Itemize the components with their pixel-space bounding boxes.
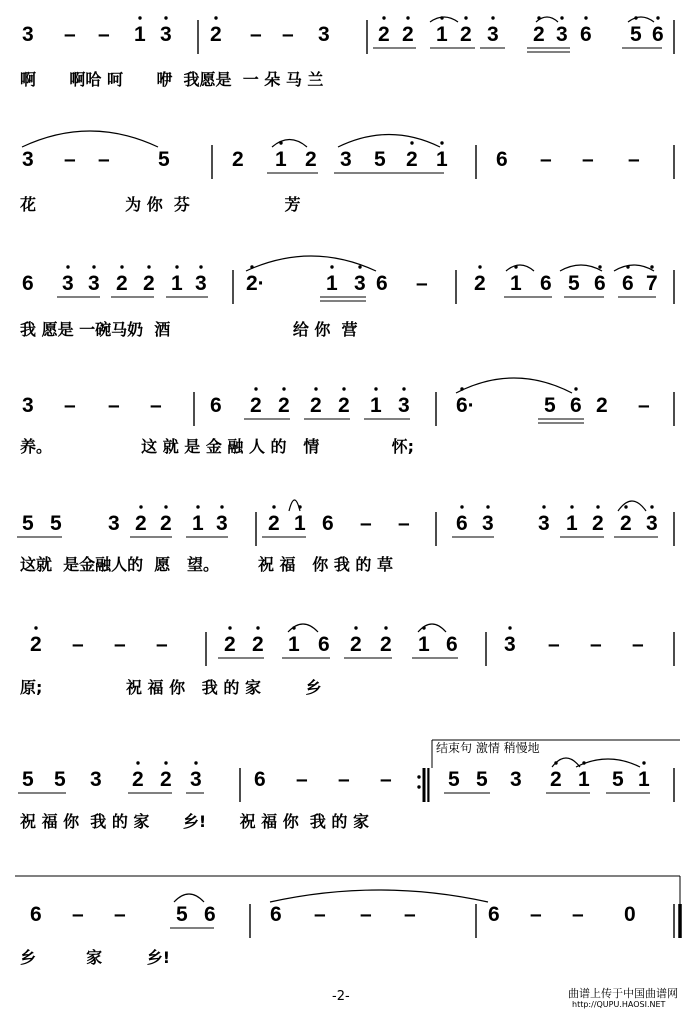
octave-dot (417, 785, 420, 788)
lyric-line: 花 为 你 芬 芳 (20, 195, 301, 214)
octave-dot (382, 16, 385, 19)
octave-dot (384, 626, 387, 629)
note: – (398, 512, 410, 535)
note: – (540, 148, 552, 171)
octave-dot (584, 16, 587, 19)
note: 2 (252, 633, 264, 656)
octave-dot (358, 265, 361, 268)
slur (22, 131, 158, 147)
octave-dot (139, 505, 142, 508)
note: 1 (510, 272, 522, 295)
note: 2 (160, 512, 172, 535)
slur (272, 140, 307, 148)
octave-dot (314, 387, 317, 390)
note: 3 (487, 23, 499, 46)
octave-dot (342, 387, 345, 390)
note: 6 (22, 272, 34, 295)
octave-dot (136, 761, 139, 764)
note: 2 (135, 512, 147, 535)
note: – (360, 903, 372, 926)
note: 6 (376, 272, 388, 295)
octave-dot (624, 505, 627, 508)
slur (576, 759, 640, 767)
octave-dot (642, 761, 645, 764)
octave-dot (464, 16, 467, 19)
note: 6 (204, 903, 216, 926)
note: 5 (158, 148, 170, 171)
slur (270, 890, 488, 902)
octave-dot (422, 626, 425, 629)
note: 6 (30, 903, 42, 926)
note: 1 (638, 768, 650, 791)
note: 3 (538, 512, 550, 535)
note: 6 (254, 768, 266, 791)
octave-dot (164, 505, 167, 508)
note: 6 (580, 23, 592, 46)
note: 7 (646, 272, 658, 295)
octave-dot (354, 626, 357, 629)
note: – (98, 23, 110, 46)
octave-dot (440, 141, 443, 144)
note: 1 (370, 394, 382, 417)
note: 1 (436, 148, 448, 171)
note: 3 (340, 148, 352, 171)
note: – (98, 148, 110, 171)
note: 6 (322, 512, 334, 535)
octave-dot (574, 387, 577, 390)
lyric-line: 啊 啊哈 呵 咿 我愿是 一 朵 马 兰 (20, 70, 324, 89)
note: 2 (378, 23, 390, 46)
note: 1 (566, 512, 578, 535)
lyric-line: 祝 福 你 我 的 家 乡! 祝 福 你 我 的 家 (20, 812, 369, 831)
note: 2 (116, 272, 128, 295)
note: – (64, 394, 76, 417)
note: – (296, 768, 308, 791)
note: 2 (380, 633, 392, 656)
octave-dot (330, 265, 333, 268)
octave-dot (214, 16, 217, 19)
note: 0 (624, 903, 636, 926)
note: 6 (496, 148, 508, 171)
note: 2 (224, 633, 236, 656)
note: 3 (62, 272, 74, 295)
note: – (590, 633, 602, 656)
note: 1 (171, 272, 183, 295)
note: 6 (456, 512, 468, 535)
slur (174, 894, 204, 902)
note: 2 (402, 23, 414, 46)
note: 1 (436, 23, 448, 46)
page-number: -2- (332, 989, 350, 1004)
octave-dot (199, 265, 202, 268)
note: – (548, 633, 560, 656)
slur (430, 17, 458, 22)
note: 2 (550, 768, 562, 791)
octave-dot (298, 505, 301, 508)
note: 2 (310, 394, 322, 417)
octave-dot (254, 387, 257, 390)
note: 3 (504, 633, 516, 656)
note: 6 (594, 272, 606, 295)
octave-dot (220, 505, 223, 508)
note: 3 (482, 512, 494, 535)
note: 2 (232, 148, 244, 171)
coda-bracket-label: 结束句 激情 稍慢地 (436, 741, 540, 755)
note: 5 (476, 768, 488, 791)
note: 6 (446, 633, 458, 656)
note: 5 (568, 272, 580, 295)
note: 2 (305, 148, 317, 171)
note: 5 (448, 768, 460, 791)
note: 2 (533, 23, 545, 46)
note: 1 (294, 512, 306, 535)
note: – (416, 272, 428, 295)
slur (418, 624, 446, 632)
note: 5 (50, 512, 62, 535)
note: 1 (578, 768, 590, 791)
note: 1 (288, 633, 300, 656)
octave-dot (486, 505, 489, 508)
note: 2 (250, 394, 262, 417)
octave-dot (196, 505, 199, 508)
note: – (250, 23, 262, 46)
octave-dot (374, 387, 377, 390)
note: – (628, 148, 640, 171)
note: 5 (54, 768, 66, 791)
note: 6· (456, 394, 475, 417)
note: 5 (176, 903, 188, 926)
note: – (638, 394, 650, 417)
note: – (108, 394, 120, 417)
note: 3 (398, 394, 410, 417)
note: 2 (406, 148, 418, 171)
note: – (114, 903, 126, 926)
note: 3 (108, 512, 120, 535)
note: 6 (570, 394, 582, 417)
note: 1 (326, 272, 338, 295)
octave-dot (656, 16, 659, 19)
octave-dot (634, 16, 637, 19)
note: 2 (620, 512, 632, 535)
octave-dot (256, 626, 259, 629)
note: – (156, 633, 168, 656)
octave-dot (598, 265, 601, 268)
note: 3 (195, 272, 207, 295)
note: 2 (132, 768, 144, 791)
note: 2 (460, 23, 472, 46)
octave-dot (542, 505, 545, 508)
note: – (572, 903, 584, 926)
slur (456, 378, 572, 393)
octave-dot (138, 16, 141, 19)
slur (560, 265, 602, 271)
octave-dot (440, 16, 443, 19)
note: 5 (630, 23, 642, 46)
octave-dot (478, 265, 481, 268)
slur (246, 256, 376, 271)
octave-dot (66, 265, 69, 268)
slur (614, 265, 654, 271)
octave-dot (560, 16, 563, 19)
note: 5 (22, 768, 34, 791)
octave-dot (650, 265, 653, 268)
note: 3 (646, 512, 658, 535)
note: 3 (556, 23, 568, 46)
note: 3 (22, 394, 34, 417)
note: 6 (540, 272, 552, 295)
note: – (64, 148, 76, 171)
slur (338, 135, 440, 148)
note: 6 (318, 633, 330, 656)
note: 2 (350, 633, 362, 656)
octave-dot (194, 761, 197, 764)
watermark-line1: 曲谱上传于中国曲谱网 (568, 987, 678, 1000)
octave-dot (537, 16, 540, 19)
note: 1 (275, 148, 287, 171)
octave-dot (406, 16, 409, 19)
note: – (282, 23, 294, 46)
note: 3 (90, 768, 102, 791)
octave-dot (228, 626, 231, 629)
octave-dot (34, 626, 37, 629)
note: – (582, 148, 594, 171)
octave-dot (460, 387, 463, 390)
slur (536, 17, 558, 22)
slur (618, 501, 646, 511)
note: 2 (160, 768, 172, 791)
note: – (64, 23, 76, 46)
octave-dot (582, 761, 585, 764)
note: – (338, 768, 350, 791)
lyric-line: 乡 家 乡! (20, 948, 170, 967)
note: 3 (22, 23, 34, 46)
note: – (72, 903, 84, 926)
note: 2 (30, 633, 42, 656)
note: 2 (278, 394, 290, 417)
octave-dot (282, 387, 285, 390)
note: 3 (354, 272, 366, 295)
lyric-line: 这就 是金融人的 愿 望。 祝 福 你 我 的 草 (20, 555, 393, 574)
octave-dot (292, 626, 295, 629)
note: 1 (134, 23, 146, 46)
octave-dot (272, 505, 275, 508)
slur (289, 500, 300, 511)
note: – (72, 633, 84, 656)
lyric-line: 我 愿是 一碗马奶 酒 给 你 营 (20, 320, 358, 339)
octave-dot (514, 265, 517, 268)
octave-dot (460, 505, 463, 508)
slur (288, 624, 318, 632)
note: 2· (246, 272, 265, 295)
note: – (404, 903, 416, 926)
slur (628, 17, 654, 22)
note: 1 (418, 633, 430, 656)
note: 6 (210, 394, 222, 417)
octave-dot (279, 141, 282, 144)
note: 2 (596, 394, 608, 417)
octave-dot (570, 505, 573, 508)
octave-dot (410, 141, 413, 144)
octave-dot (92, 265, 95, 268)
note: 1 (192, 512, 204, 535)
note: 3 (22, 148, 34, 171)
note: 3 (216, 512, 228, 535)
note: 5 (544, 394, 556, 417)
octave-dot (650, 505, 653, 508)
note: 6 (270, 903, 282, 926)
note: 6 (622, 272, 634, 295)
lyric-line: 养。 这 就 是 金 融 人 的 情 怀; (20, 437, 415, 456)
note: – (150, 394, 162, 417)
octave-dot (164, 761, 167, 764)
note: – (360, 512, 372, 535)
watermark-line2: http://QUPU.HAOSI.NET (572, 1000, 666, 1009)
note: – (632, 633, 644, 656)
note: 6 (652, 23, 664, 46)
note: 2 (474, 272, 486, 295)
slur (506, 265, 534, 271)
note: 5 (612, 768, 624, 791)
octave-dot (554, 761, 557, 764)
note: 3 (190, 768, 202, 791)
note: – (380, 768, 392, 791)
note: 2 (592, 512, 604, 535)
note: 5 (22, 512, 34, 535)
note: 5 (374, 148, 386, 171)
note: 2 (268, 512, 280, 535)
slur (552, 758, 580, 767)
note: – (114, 633, 126, 656)
note: 3 (318, 23, 330, 46)
octave-dot (596, 505, 599, 508)
note: 2 (143, 272, 155, 295)
octave-dot (508, 626, 511, 629)
octave-dot (120, 265, 123, 268)
note: 3 (88, 272, 100, 295)
note: 2 (210, 23, 222, 46)
octave-dot (402, 387, 405, 390)
octave-dot (164, 16, 167, 19)
note: 3 (160, 23, 172, 46)
note: 6 (488, 903, 500, 926)
octave-dot (250, 265, 253, 268)
octave-dot (626, 265, 629, 268)
note: – (530, 903, 542, 926)
octave-dot (175, 265, 178, 268)
octave-dot (147, 265, 150, 268)
note: 2 (338, 394, 350, 417)
note: – (314, 903, 326, 926)
octave-dot (417, 775, 420, 778)
note: 3 (510, 768, 522, 791)
lyric-line: 原; 祝 福 你 我 的 家 乡 (20, 678, 322, 697)
octave-dot (491, 16, 494, 19)
